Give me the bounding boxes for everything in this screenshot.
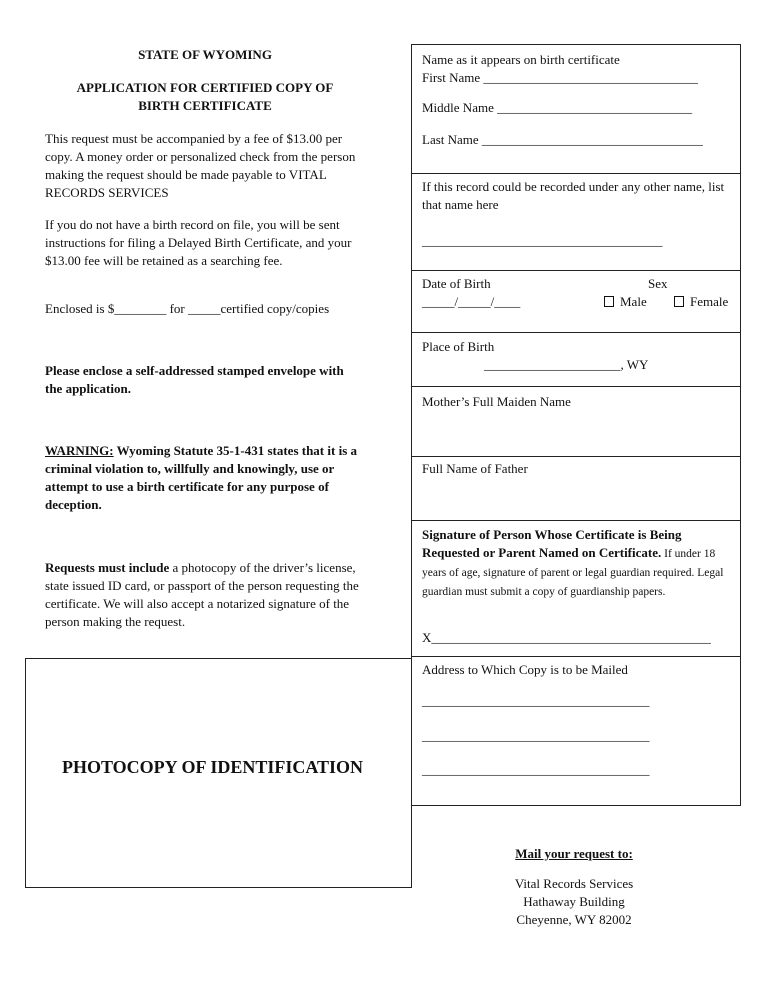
female-option[interactable] <box>674 293 728 311</box>
address-line-1[interactable]: ___________________________________ <box>422 693 650 708</box>
dob-sex-section <box>412 271 740 333</box>
signature-section <box>412 521 740 657</box>
sex-label: Sex <box>648 276 668 291</box>
male-option[interactable] <box>604 293 647 311</box>
other-name-section <box>412 174 740 271</box>
warning-paragraph <box>45 442 365 514</box>
requests-text: a photocopy of the driver’s license, state issued ID card, or passport of the person requesting the certificate. We will also accept a notarized signature of the person making the request. <box>45 560 359 629</box>
signature-heading: Signature of Person Whose Certificate is Being Requested or Parent Named on Certificate. <box>422 527 682 560</box>
place-of-birth-label: Place of Birth <box>422 339 495 354</box>
place-of-birth-section <box>412 333 740 387</box>
enclosed-line: Enclosed is $________ for _____certified copy/copies <box>45 301 330 316</box>
envelope-notice: Please enclose a self-addressed stamped envelope with the application. <box>45 363 344 396</box>
name-header: Name as it appears on birth certificate <box>422 52 620 67</box>
mail-line-3: Cheyenne, WY 82002 <box>516 912 632 927</box>
delayed-paragraph: If you do not have a birth record on file, you will be sent instructions for filing a Delayed Birth Certificate, and your $13.00 fee will be retained as a searching fee. <box>45 217 352 268</box>
other-name-field[interactable]: _____________________________________ <box>422 233 663 248</box>
male-checkbox[interactable] <box>604 296 614 307</box>
father-name-label: Full Name of Father <box>422 461 528 476</box>
photocopy-id-box <box>25 658 412 888</box>
fee-paragraph: This request must be accompanied by a fee of $13.00 per copy. A money order or personalized check from the person making the request should be made payable to VITAL RECORDS SERVICES <box>45 131 356 200</box>
signature-instructions <box>422 526 738 601</box>
mail-to-heading: Mail your request to: <box>515 846 633 861</box>
mailing-address-section <box>412 657 740 805</box>
address-line-2[interactable]: ___________________________________ <box>422 728 650 743</box>
name-section <box>412 45 740 174</box>
form-title-line2: BIRTH CERTIFICATE <box>138 98 272 113</box>
applicant-info-box <box>411 44 741 806</box>
signature-note: If under 18 years of age, signature of parent or legal guardian required. Legal guardian must submit a copy of guardianship papers. <box>422 548 724 598</box>
form-title-line1: APPLICATION FOR CERTIFIED COPY OF <box>76 80 334 95</box>
address-line-3[interactable]: ___________________________________ <box>422 762 650 777</box>
female-checkbox[interactable] <box>674 296 684 307</box>
photocopy-id-label: PHOTOCOPY OF IDENTIFICATION <box>62 757 364 777</box>
signature-field[interactable]: X___________________________________________ <box>422 630 711 645</box>
dob-field[interactable]: _____/_____/____ <box>422 294 521 309</box>
middle-name-field[interactable]: Middle Name ______________________________ <box>422 100 693 115</box>
mother-name-label: Mother’s Full Maiden Name <box>422 394 571 409</box>
state-heading: STATE OF WYOMING <box>138 47 272 62</box>
mail-line-1: Vital Records Services <box>514 876 634 891</box>
father-name-section[interactable] <box>412 457 740 521</box>
last-name-field[interactable]: Last Name __________________________________ <box>422 132 703 147</box>
requests-label: Requests must include <box>45 560 170 575</box>
other-name-label: If this record could be recorded under any other name, list that name here <box>422 179 725 212</box>
warning-label: WARNING: <box>45 443 114 458</box>
warning-text: Wyoming Statute 35-1-431 states that it is a criminal violation to, willfully and knowingly, use or attempt to use a birth certificate for any purpose of deception. <box>45 443 358 512</box>
mother-name-section[interactable] <box>412 387 740 457</box>
mail-to-block <box>470 845 678 929</box>
female-label: Female <box>690 294 729 309</box>
place-of-birth-field[interactable]: _____________________, WY <box>484 357 649 372</box>
first-name-field[interactable]: First Name _________________________________ <box>422 70 698 85</box>
male-label: Male <box>620 294 647 309</box>
mailing-address-label: Address to Which Copy is to be Mailed <box>422 662 628 677</box>
dob-label: Date of Birth <box>422 276 491 291</box>
requests-paragraph <box>45 559 365 631</box>
mail-line-2: Hathaway Building <box>523 894 625 909</box>
